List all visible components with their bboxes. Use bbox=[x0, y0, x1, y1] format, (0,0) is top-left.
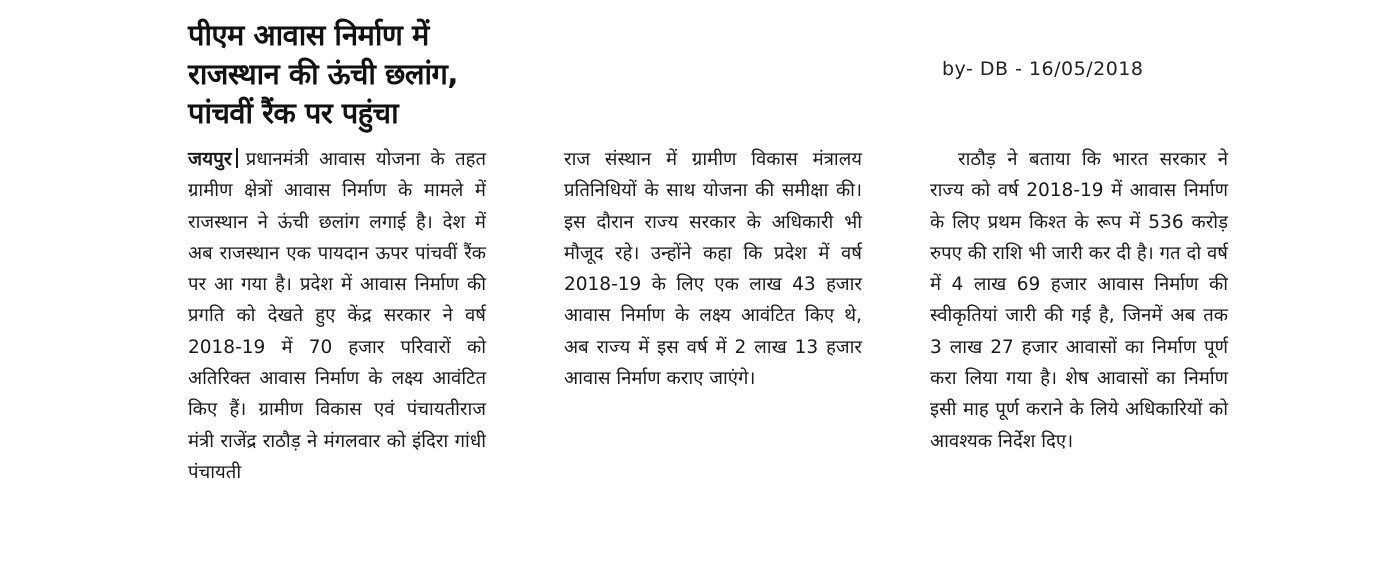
dateline-separator bbox=[236, 148, 238, 168]
article-byline: by- DB - 16/05/2018 bbox=[942, 58, 1144, 80]
article-column-1 bbox=[188, 144, 486, 488]
headline-line-3: पांचवीं रैंक पर पहुंचा bbox=[188, 96, 399, 130]
column-2-text: राज संस्थान में ग्रामीण विकास मंत्रालय प्रतिनिधियों के साथ योजना की समीक्षा की। इस दौरान राज्य सरकार के अधिकारी भी मौजूद रहे। उन्होंने कहा कि प्रदेश में वर्ष 2018-19 के लिए एक लाख 43 हजार आवास निर्माण के लक्ष्य आवंटित किए थे, अब राज्य में इस वर्ष में 2 लाख 13 हजार आवास निर्माण कराए जाएंगे। bbox=[564, 149, 862, 390]
column-3-text: राठौड़ ने बताया कि भारत सरकार ने राज्य को वर्ष 2018-19 में आवास निर्माण के लिए प्रथम किश्त के रूप में 536 करोड़ रुपए की राशि भी जारी कर दी है। गत दो वर्ष में 4 लाख 69 हजार आवास निर्माण की स्वीकृतियां जारी की गई है, जिनमें अब तक 3 लाख 27 हजार आवासों का निर्माण पूर्ण करा लिया गया है। शेष आवासों का निर्माण इसी माह पूर्ण कराने के लिये अधिकारियों को आवश्यक निर्देश दिए। bbox=[930, 149, 1228, 452]
article-dateline: जयपुर bbox=[188, 148, 232, 170]
article-headline bbox=[188, 16, 548, 133]
headline-line-2: राजस्थान की ऊंची छलांग, bbox=[188, 57, 458, 91]
column-1-text: प्रधानमंत्री आवास योजना के तहत ग्रामीण क्षेत्रों आवास निर्माण के मामले में राजस्थान ने ऊंची छलांग लगाई है। देश में अब राजस्थान एक पायदान ऊपर पांचवीं रैंक पर आ गया है। प्रदेश में आवास निर्माण की प्रगति को देखते हुए केंद्र सरकार ने वर्ष 2018-19 में 70 हजार परिवारों को अतिरिक्त आवास निर्माण के लक्ष्य आवंटित किए हैं। ग्रामीण विकास एवं पंचायतीराज मंत्री राजेंद्र राठौड़ ने मंगलवार को इंदिरा गांधी पंचायती bbox=[188, 149, 486, 483]
article-column-3 bbox=[930, 144, 1228, 457]
article-column-2 bbox=[564, 144, 862, 394]
headline-line-1: पीएम आवास निर्माण में bbox=[188, 18, 429, 52]
